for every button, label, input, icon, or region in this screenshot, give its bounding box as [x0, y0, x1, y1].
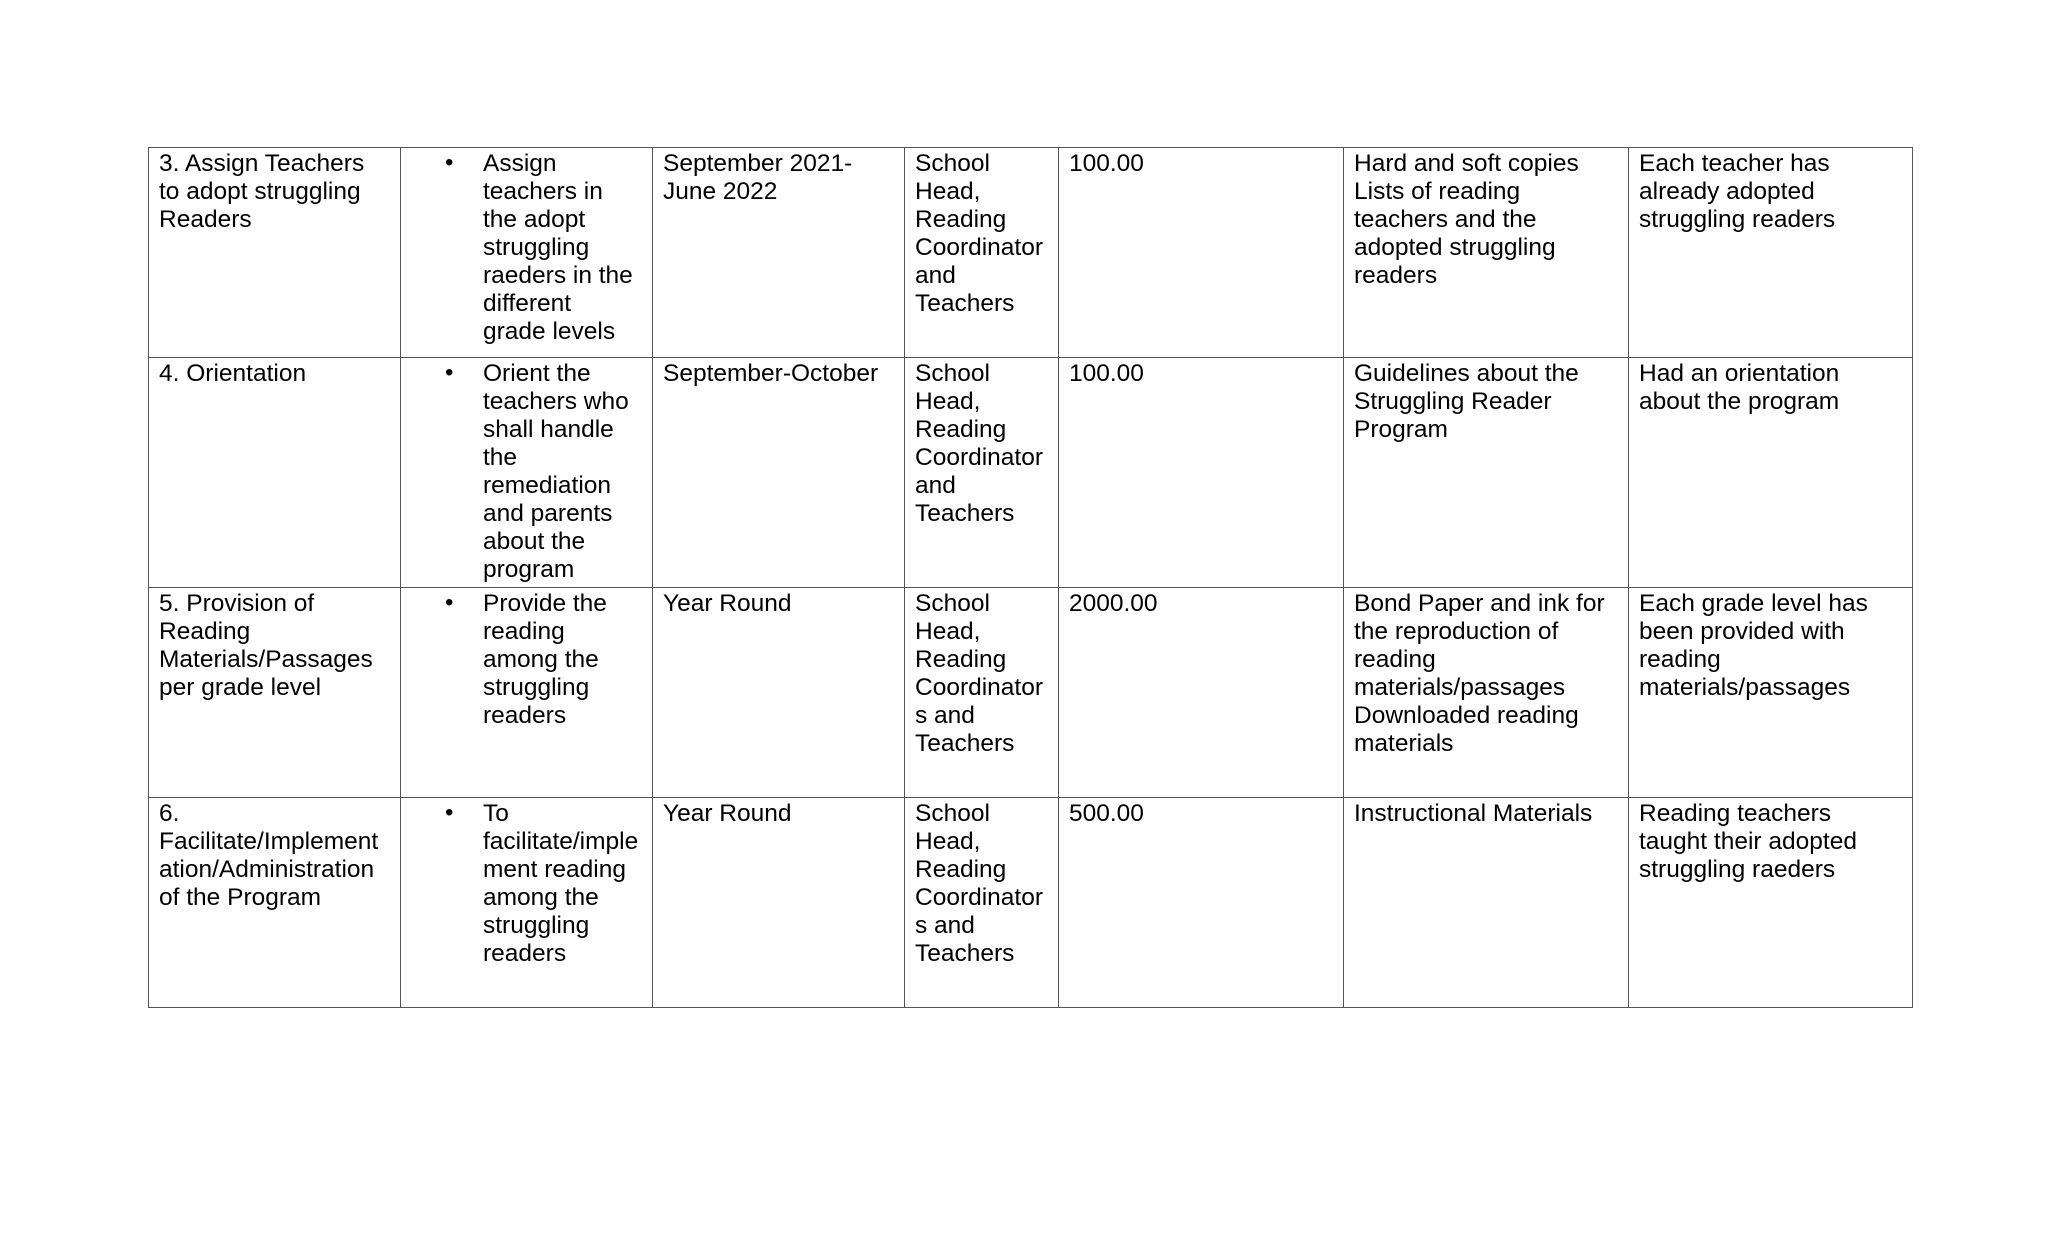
- cell-line: Reading: [915, 206, 1007, 233]
- cell-line: materials: [1354, 730, 1454, 757]
- cell-line: Lists of reading: [1354, 178, 1521, 205]
- cell-resources: [1344, 588, 1629, 798]
- cell-activity: [149, 588, 401, 798]
- cell-line: grade levels: [483, 318, 616, 345]
- cell-timeframe: [653, 588, 905, 798]
- cell-line: Coordinator: [915, 234, 1044, 261]
- cell-line: Head,: [915, 388, 981, 415]
- cell-timeframe: [653, 798, 905, 1008]
- cell-line: Reading teachers: [1639, 800, 1832, 827]
- table-row: [149, 798, 1913, 1008]
- cell-line: Readers: [159, 206, 252, 233]
- cell-resources: [1344, 798, 1629, 1008]
- cell-line: materials/passages: [1354, 674, 1566, 701]
- cell-line: Teachers: [915, 290, 1015, 317]
- cell-strategy: [401, 148, 653, 358]
- cell-line: different: [483, 290, 572, 317]
- cell-budget: [1059, 358, 1344, 588]
- cell-line: struggling raeders: [1639, 856, 1836, 883]
- cell-line: been provided with: [1639, 618, 1845, 645]
- cell-line: To: [483, 800, 509, 827]
- cell-line: the: [483, 444, 518, 471]
- cell-line: raeders in the: [483, 262, 633, 289]
- cell-line: Year Round: [663, 590, 792, 617]
- cell-line: of the Program: [159, 884, 322, 911]
- cell-line: 500.00: [1069, 800, 1144, 827]
- cell-activity: [149, 358, 401, 588]
- cell-line: Teachers: [915, 500, 1015, 527]
- table-row: [149, 148, 1913, 358]
- cell-line: School: [915, 590, 990, 617]
- strategy-text: [483, 360, 642, 584]
- cell-line: School: [915, 150, 990, 177]
- cell-line: 4. Orientation: [159, 360, 307, 387]
- cell-line: 100.00: [1069, 150, 1144, 177]
- cell-line: Head,: [915, 618, 981, 645]
- cell-line: 2000.00: [1069, 590, 1158, 617]
- cell-persons: [905, 358, 1059, 588]
- cell-line: teachers in: [483, 178, 603, 205]
- cell-line: ment reading: [483, 856, 627, 883]
- cell-line: School: [915, 360, 990, 387]
- cell-indicator: [1629, 588, 1913, 798]
- cell-line: Assign: [483, 150, 557, 177]
- cell-line: facilitate/imple: [483, 828, 639, 855]
- cell-line: Facilitate/Implement: [159, 828, 379, 855]
- cell-persons: [905, 148, 1059, 358]
- cell-line: reading: [483, 618, 565, 645]
- cell-line: Provide the: [483, 590, 607, 617]
- cell-line: Reading: [159, 618, 251, 645]
- cell-timeframe: [653, 358, 905, 588]
- cell-indicator: [1629, 798, 1913, 1008]
- cell-line: Instructional Materials: [1354, 800, 1593, 827]
- cell-line: Bond Paper and ink for: [1354, 590, 1605, 617]
- cell-persons: [905, 798, 1059, 1008]
- cell-line: teachers and the: [1354, 206, 1537, 233]
- cell-budget: [1059, 798, 1344, 1008]
- cell-line: Teachers: [915, 940, 1015, 967]
- cell-line: 5. Provision of: [159, 590, 315, 617]
- strategy-text: [483, 800, 642, 968]
- cell-line: adopted struggling: [1354, 234, 1556, 261]
- cell-line: Guidelines about the: [1354, 360, 1579, 387]
- cell-line: School: [915, 800, 990, 827]
- cell-timeframe: [653, 148, 905, 358]
- cell-line: 6.: [159, 800, 180, 827]
- cell-line: Year Round: [663, 800, 792, 827]
- cell-line: struggling: [483, 234, 590, 261]
- cell-persons: [905, 588, 1059, 798]
- cell-line: 100.00: [1069, 360, 1144, 387]
- cell-strategy: [401, 588, 653, 798]
- cell-line: 3. Assign Teachers: [159, 150, 365, 177]
- cell-line: Coordinator: [915, 674, 1044, 701]
- cell-line: and: [915, 472, 956, 499]
- cell-line: and parents: [483, 500, 613, 527]
- cell-line: the reproduction of: [1354, 618, 1559, 645]
- cell-line: materials/passages: [1639, 674, 1851, 701]
- bullet-icon: •: [445, 149, 454, 176]
- cell-line: shall handle: [483, 416, 614, 443]
- cell-activity: [149, 148, 401, 358]
- cell-activity: [149, 798, 401, 1008]
- cell-indicator: [1629, 358, 1913, 588]
- cell-line: s and: [915, 912, 975, 939]
- cell-line: Head,: [915, 178, 981, 205]
- cell-line: per grade level: [159, 674, 322, 701]
- cell-line: Each teacher has: [1639, 150, 1830, 177]
- cell-line: Struggling Reader: [1354, 388, 1552, 415]
- cell-line: readers: [483, 702, 567, 729]
- bullet-icon: •: [445, 359, 454, 386]
- cell-line: struggling: [483, 674, 590, 701]
- cell-line: taught their adopted: [1639, 828, 1857, 855]
- cell-strategy: [401, 798, 653, 1008]
- cell-line: ation/Administration: [159, 856, 375, 883]
- cell-line: already adopted: [1639, 178, 1815, 205]
- cell-line: reading: [1639, 646, 1721, 673]
- cell-line: reading: [1354, 646, 1436, 673]
- cell-line: among the: [483, 646, 599, 673]
- strategy-text: [483, 150, 642, 346]
- cell-strategy: [401, 358, 653, 588]
- cell-line: struggling: [483, 912, 590, 939]
- cell-budget: [1059, 588, 1344, 798]
- cell-line: and: [915, 262, 956, 289]
- cell-line: teachers who: [483, 388, 629, 415]
- cell-line: Head,: [915, 828, 981, 855]
- cell-line: Hard and soft copies: [1354, 150, 1579, 177]
- cell-resources: [1344, 148, 1629, 358]
- cell-line: readers: [1354, 262, 1438, 289]
- cell-line: Materials/Passages: [159, 646, 373, 673]
- cell-line: Program: [1354, 416, 1448, 443]
- cell-line: Reading: [915, 416, 1007, 443]
- cell-line: Downloaded reading: [1354, 702, 1579, 729]
- table-row: [149, 358, 1913, 588]
- strategy-text: [483, 590, 642, 730]
- cell-line: Each grade level has: [1639, 590, 1868, 617]
- cell-line: s and: [915, 702, 975, 729]
- cell-line: to adopt struggling: [159, 178, 361, 205]
- cell-line: the adopt: [483, 206, 586, 233]
- cell-resources: [1344, 358, 1629, 588]
- cell-line: Teachers: [915, 730, 1015, 757]
- cell-line: June 2022: [663, 178, 778, 205]
- cell-line: Had an orientation: [1639, 360, 1840, 387]
- cell-line: Coordinator: [915, 444, 1044, 471]
- cell-line: Coordinator: [915, 884, 1044, 911]
- cell-line: among the: [483, 884, 599, 911]
- action-plan-table: [148, 147, 1913, 1008]
- bullet-icon: •: [445, 589, 454, 616]
- cell-line: September 2021-: [663, 150, 853, 177]
- cell-line: Reading: [915, 646, 1007, 673]
- cell-budget: [1059, 148, 1344, 358]
- cell-line: remediation: [483, 472, 612, 499]
- cell-line: about the program: [1639, 388, 1840, 415]
- cell-line: program: [483, 556, 575, 583]
- cell-line: readers: [483, 940, 567, 967]
- bullet-icon: •: [445, 799, 454, 826]
- cell-line: September-October: [663, 360, 879, 387]
- cell-line: struggling readers: [1639, 206, 1836, 233]
- table-row: [149, 588, 1913, 798]
- cell-indicator: [1629, 148, 1913, 358]
- cell-line: Reading: [915, 856, 1007, 883]
- cell-line: about the: [483, 528, 586, 555]
- cell-line: Orient the: [483, 360, 591, 387]
